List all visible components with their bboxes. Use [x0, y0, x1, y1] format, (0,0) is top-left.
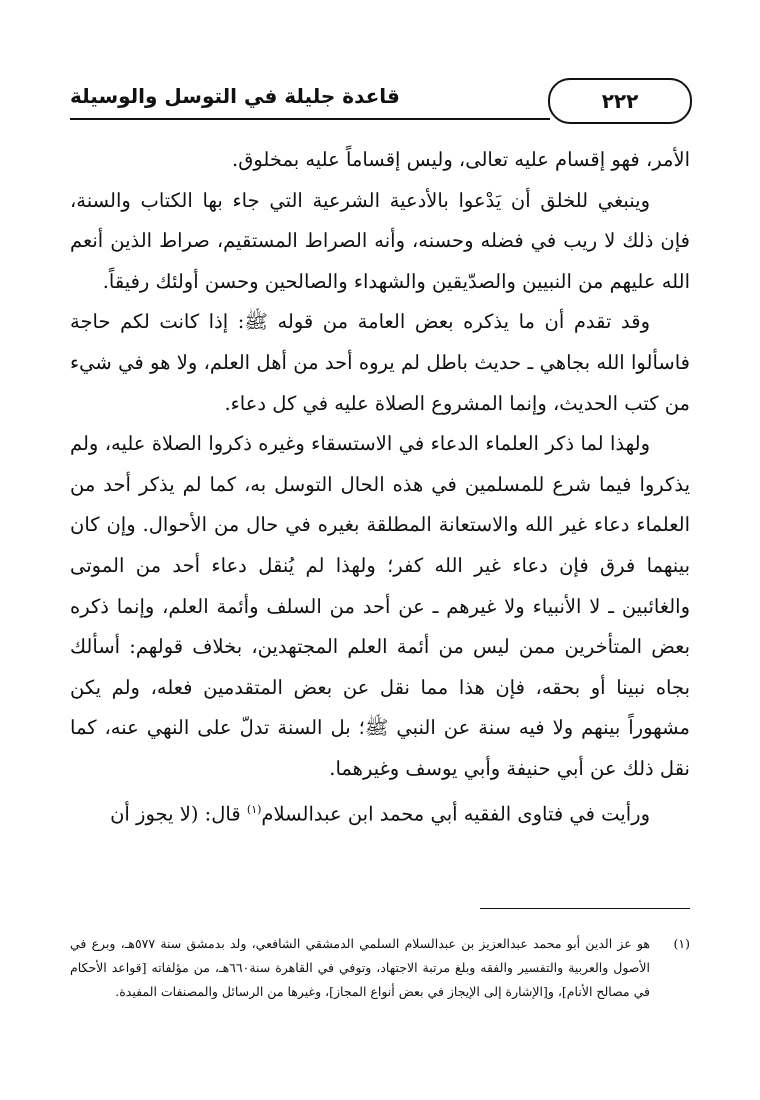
header-rule	[70, 118, 550, 120]
footnote	[70, 932, 690, 1004]
footnote-reference: (١)	[246, 802, 262, 816]
running-title: قاعدة جليلة في التوسل والوسيلة	[70, 84, 400, 108]
footnote-separator	[480, 908, 690, 909]
paragraph: وقد تقدم أن ما يذكره بعض العامة من قوله ﷺ: إذا كانت لكم حاجة فاسألوا الله بجاهي ـ حديث باطل لم يروه أحد من أهل العلم، ولا هو في شيء من كتب الحديث، وإنما المشروع الصلاة عليه في كل دعاء.	[70, 310, 690, 415]
footnote-number: (١)	[673, 936, 690, 951]
footnote-text: هو عز الدين أبو محمد عبدالعزيز بن عبدالسلام السلمي الدمشقي الشافعي، ولد بدمشق سنة ٥٧٧هـ، وبرع في الأصول والعربية والتفسير والفقه وبلغ مرتبة الاجتهاد، وتوفي في القاهرة سنة٦٦٠هـ، من مؤلفاته [قواعد الأحكام في مصالح الأنام]، و[الإشارة إلى الإيجاز في بعض أنواع المجاز]، وغيرها من الرسائل والمصنفات المفيدة.	[70, 936, 651, 999]
paragraph	[70, 790, 690, 835]
paragraph: الأمر، فهو إقسام عليه تعالى، وليس إقساماً عليه بمخلوق.	[232, 148, 690, 171]
page-header	[70, 78, 690, 122]
paragraph-text: قال: (لا يجوز أن	[110, 802, 247, 825]
page-number: ٢٢٢	[548, 78, 692, 124]
paragraph: وينبغي للخلق أن يَدْعوا بالأدعية الشرعية التي جاء بها الكتاب والسنة، فإن ذلك لا ريب في فضله وحسنه، وأنه الصراط المستقيم، صراط الذين أنعم الله عليهم من النبيين والصدّيقين والشهداء والصالحين وحسن أولئك رفيقاً.	[70, 188, 690, 293]
paragraph: ولهذا لما ذكر العلماء الدعاء في الاستسقاء وغيره ذكروا الصلاة عليه، ولم يذكروا فيما شرع للمسلمين في هذه الحال التوسل به، كما لم يذكر أحد من العلماء دعاء غير الله والاستعانة المطلقة بغيره في حال من الأحوال. وإن كان بينهما فرق فإن دعاء غير الله كفر؛ ولهذا لم يُنقل دعاء أحد من الموتى والغائبين ـ لا الأنبياء ولا غيرهم ـ عن أحد من السلف وأئمة العلم، وإنما ذكره بعض المتأخرين ممن ليس من أئمة العلم المجتهدين، بخلاف قولهم: أسألك بجاه نبينا أو بحقه، فإن هذا مما نقل عن بعض المتقدمين فعله، ولم يكن مشهوراً بينهم ولا فيه سنة عن النبي ﷺ؛ بل السنة تدلّ على النهي عنه، كما نقل ذلك عن أبي حنيفة وأبي يوسف وغيرهما.	[70, 432, 690, 780]
paragraph-text: ورأيت في فتاوى الفقيه أبي محمد ابن عبدالسلام	[261, 802, 650, 825]
main-text	[70, 140, 690, 835]
